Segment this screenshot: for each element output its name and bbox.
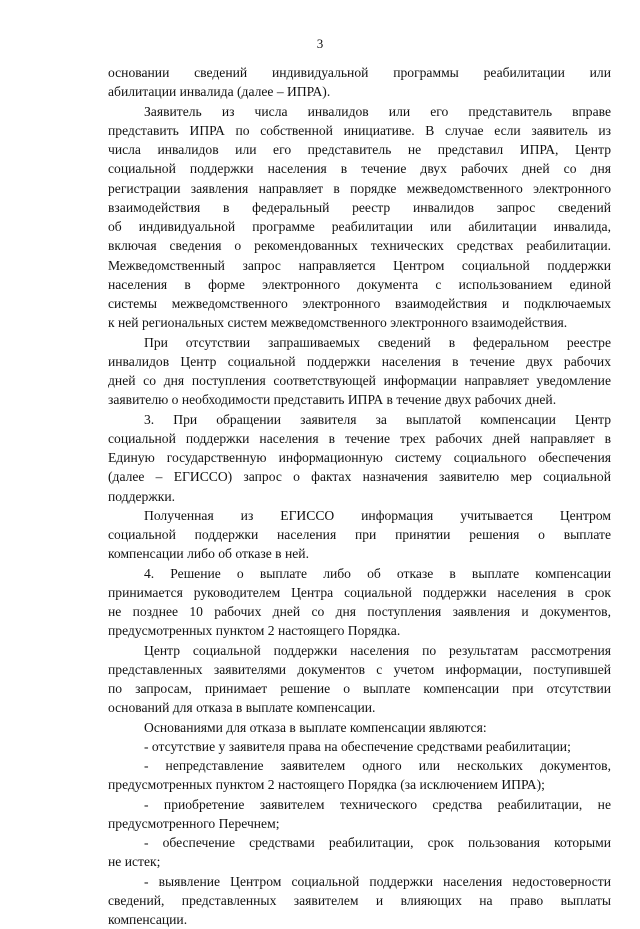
- text-line: социальной поддержки населения в течение трех рабочих дней направляет в: [108, 430, 611, 446]
- text-line: представленных заявителями документов с учетом информации, поступившей: [108, 661, 611, 677]
- text-line: Межведомственный запрос направляется Центром социальной поддержки: [108, 257, 611, 273]
- text-line: предусмотренного Перечнем;: [108, 815, 280, 831]
- text-line: компенсации либо об отказе в ней.: [108, 546, 309, 562]
- text-line: - приобретение заявителем технического средства реабилитации, не: [144, 796, 611, 812]
- text-line: абилитации инвалида (далее – ИПРА).: [108, 84, 331, 100]
- text-line: Заявитель из числа инвалидов или его представитель вправе: [144, 103, 611, 119]
- page-number: 3: [316, 36, 324, 51]
- text-line: Основаниями для отказа в выплате компенсации являются:: [144, 719, 487, 735]
- text-line: предусмотренных пунктом 2 настоящего Порядка.: [108, 623, 401, 639]
- text-line: включая сведения о рекомендованных технических средствах реабилитации.: [108, 238, 611, 254]
- text-line: дней со дня поступления соответствующей информации направляет уведомление: [108, 373, 611, 388]
- text-line: инвалидов Центр социальной поддержки населения в течение двух рабочих: [108, 353, 611, 369]
- text-line: взаимодействия в федеральный реестр инвалидов запрос сведений: [108, 199, 611, 215]
- text-line: поддержки.: [108, 488, 176, 504]
- text-line: заявителю о необходимости представить ИПРА в течение двух рабочих дней.: [108, 392, 557, 408]
- text-line: не истек;: [108, 854, 161, 870]
- text-line: представить ИПРА по собственной инициативе. В случае если заявитель из: [108, 122, 611, 138]
- text-line: системы межведомственного электронного взаимодействия и подключаемых: [108, 296, 611, 311]
- text-line: предусмотренных пунктом 2 настоящего Порядка (за исключением ИПРА);: [108, 777, 545, 793]
- text-line: 4. Решение о выплате либо об отказе в выплате компенсации: [144, 565, 611, 581]
- text-line: социальной поддержки населения в течение двух рабочих дней со дня: [108, 161, 611, 177]
- document-body: [108, 63, 611, 929]
- text-line: об индивидуальной программе реабилитации или абилитации инвалида,: [108, 219, 611, 234]
- text-line: 3. При обращении заявителя за выплатой компенсации Центр: [144, 411, 611, 427]
- text-line: числа инвалидов или его представитель не представил ИПРА, Центр: [108, 142, 611, 157]
- text-line: к ней региональных систем межведомственного электронного взаимодействия.: [108, 315, 568, 331]
- text-line: При отсутствии запрашиваемых сведений в федеральном реестре: [144, 334, 611, 350]
- text-line: - непредставление заявителем одного или нескольких документов,: [144, 758, 611, 773]
- text-line: основании сведений индивидуальной программы реабилитации или: [108, 65, 611, 80]
- text-line: компенсации.: [108, 912, 188, 927]
- text-line: Единую государственную информационную систему социального обеспечения: [108, 450, 611, 465]
- text-line: регистрации заявления направляет в порядке межведомственного электронного: [108, 180, 611, 196]
- text-line: Центр социальной поддержки населения по результатам рассмотрения: [144, 642, 611, 658]
- text-line: социальной поддержки населения при принятии решения о выплате: [108, 527, 611, 542]
- text-line: принимается руководителем Центра социальной поддержки населения в срок: [108, 584, 611, 600]
- text-line: - выявление Центром социальной поддержки населения недостоверности: [144, 873, 611, 889]
- text-line: Полученная из ЕГИССО информация учитывается Центром: [144, 507, 611, 523]
- text-line: оснований для отказа в выплате компенсации.: [108, 700, 376, 716]
- text-line: - отсутствие у заявителя права на обеспечение средствами реабилитации;: [144, 738, 571, 754]
- text-line: сведений, представленных заявителем и влияющих на право выплаты: [108, 892, 611, 908]
- text-line: (далее – ЕГИССО) запрос о фактах назначения заявителю мер социальной: [108, 469, 611, 485]
- text-line: - обеспечение средствами реабилитации, срок пользования которыми: [144, 835, 611, 850]
- text-line: не позднее 10 рабочих дней со дня поступления заявления и документов,: [108, 604, 611, 619]
- text-line: по запросам, принимает решение о выплате компенсации при отсутствии: [108, 681, 611, 696]
- text-line: населения в форме электронного документа с использованием единой: [108, 276, 611, 292]
